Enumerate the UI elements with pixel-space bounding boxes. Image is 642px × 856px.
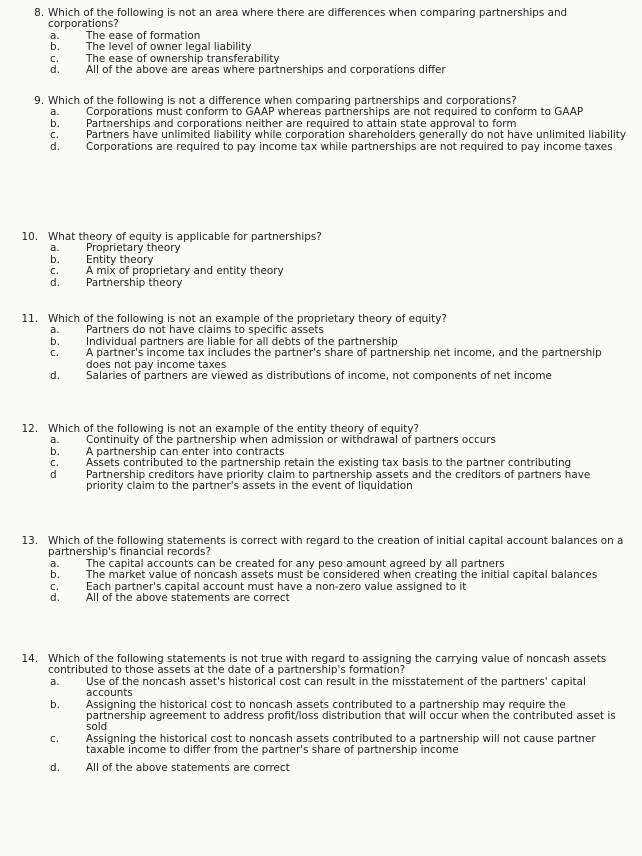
- question-13: [0, 536, 642, 604]
- question-stem: 8. Which of the following is not an area where there are differences when comparing partnerships and corporations?: [0, 8, 642, 31]
- question-number: 10.: [21, 231, 38, 243]
- option-a: a. The capital accounts can be created for any peso amount agreed by all partners: [50, 557, 505, 570]
- option-a: a. Proprietary theory: [50, 242, 181, 255]
- question-10: [0, 232, 642, 289]
- option-c: c. Assigning the historical cost to noncash assets contributed to a partnership will not cause partner taxable income to differ from the partner's share of partnership income: [50, 732, 596, 757]
- option-c: c. Assets contributed to the partnership retain the existing tax basis to the partner contributing: [50, 457, 572, 470]
- option-b: b. The market value of noncash assets must be considered when creating the initial capital balances: [50, 569, 598, 582]
- question-stem: 10. What theory of equity is applicable for partnerships?: [0, 232, 642, 243]
- option-c: c. Partners have unlimited liability while corporation shareholders generally do not have unlimited liability: [50, 129, 626, 142]
- question-number: 9.: [34, 95, 44, 107]
- option-c: c. Each partner's capital account must have a non-zero value assigned to it: [50, 580, 467, 593]
- question-number: 13.: [21, 535, 38, 547]
- option-d: d. Partnership theory: [50, 276, 183, 289]
- question-stem: 14. Which of the following statements is not true with regard to assigning the carrying value of noncash assets contributed to those assets at the date of a partnership's formation?: [0, 654, 642, 677]
- option-b: b. Assigning the historical cost to noncash assets contributed to a partnership may require the partnership agreement to address profit/loss distribution that will occur when the contributed asset is sold: [50, 698, 616, 734]
- option-d: d. All of the above statements are correct: [50, 592, 290, 605]
- question-12: [0, 424, 642, 492]
- question-stem: 11. Which of the following is not an example of the proprietary theory of equity?: [0, 314, 642, 325]
- option-d: d. Salaries of partners are viewed as distributions of income, not components of net income: [50, 370, 552, 383]
- option-b: b. Entity theory: [50, 253, 154, 266]
- option-b: b. Individual partners are liable for all debts of the partnership: [50, 335, 398, 348]
- question-number: 14.: [21, 653, 38, 665]
- option-c: c. A mix of proprietary and entity theory: [50, 265, 284, 278]
- option-a: a. Continuity of the partnership when admission or withdrawal of partners occurs: [50, 434, 496, 447]
- option-a: a. Corporations must conform to GAAP whereas partnerships are not required to conform to GAAP: [50, 106, 584, 119]
- option-b: b. A partnership can enter into contracts: [50, 445, 285, 458]
- question-14: [0, 654, 642, 774]
- question-9: [0, 96, 642, 153]
- option-a: a. The ease of formation: [50, 29, 201, 42]
- option-d: d. Corporations are required to pay income tax while partnerships are not required to pay income taxes: [50, 140, 613, 153]
- question-number: 12.: [21, 423, 38, 435]
- question-8: [0, 8, 642, 76]
- question-number: 8.: [34, 7, 44, 19]
- option-d: d. All of the above statements are correct: [50, 761, 290, 774]
- option-d: d Partnership creditors have priority claim to partnership assets and the creditors of partners have priority claim to the partner's assets in the event of liquidation: [50, 468, 591, 493]
- question-11: [0, 314, 642, 382]
- option-c: c. The ease of ownership transferability: [50, 52, 280, 65]
- option-b: b. Partnerships and corporations neither are required to attain state approval to form: [50, 117, 517, 130]
- question-stem: 12. Which of the following is not an example of the entity theory of equity?: [0, 424, 642, 435]
- option-b: b. The level of owner legal liability: [50, 41, 252, 54]
- question-stem: 9. Which of the following is not a difference when comparing partnerships and corporations?: [0, 96, 642, 107]
- option-a: a. Use of the noncash asset's historical cost can result in the misstatement of the partners' capital accounts: [50, 675, 586, 700]
- option-d: d. All of the above are areas where partnerships and corporations differ: [50, 64, 446, 77]
- question-number: 11.: [21, 313, 38, 325]
- option-a: a. Partners do not have claims to specific assets: [50, 324, 324, 337]
- option-c: c. A partner's income tax includes the partner's share of partnership net income, and the partnership does not pay income taxes: [50, 347, 602, 371]
- question-stem: 13. Which of the following statements is correct with regard to the creation of initial capital account balances on a partnership's financial records?: [0, 536, 642, 559]
